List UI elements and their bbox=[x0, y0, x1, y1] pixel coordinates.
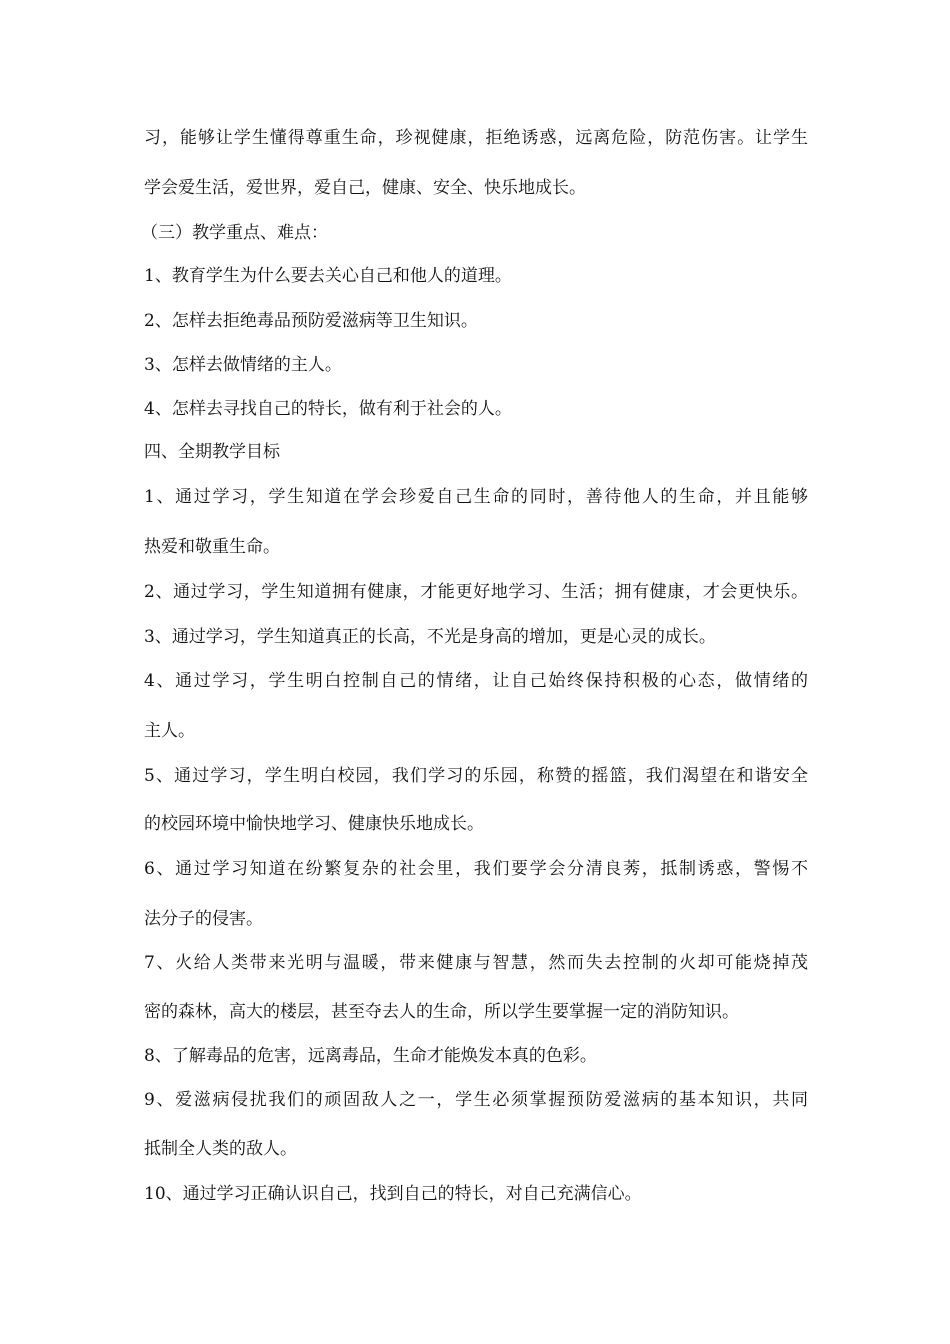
list-item: 2、通过学习，学生知道拥有健康，才能更好地学习、生活；拥有健康，才会更快乐。 bbox=[144, 582, 808, 602]
list-item: 6、通过学习知道在纷繁复杂的社会里，我们要学会分清良莠，抵制诱惑，警惕不 bbox=[144, 859, 808, 879]
list-item: 4、通过学习，学生明白控制自己的情绪，让自己始终保持积极的心态，做情绪的 bbox=[144, 671, 808, 691]
text-line: 热爱和敬重生命。 bbox=[144, 537, 280, 557]
text-line: 法分子的侵害。 bbox=[144, 909, 263, 929]
list-item: 2、怎样去拒绝毒品预防爱滋病等卫生知识。 bbox=[144, 311, 478, 331]
text-line: 学会爱生活，爱世界，爱自己，健康、安全、快乐地成长。 bbox=[144, 178, 586, 198]
list-item: 8、了解毒品的危害，远离毒品，生命才能焕发本真的色彩。 bbox=[144, 1046, 597, 1066]
text-line: 的校园环境中愉快地学习、健康快乐地成长。 bbox=[144, 814, 484, 834]
list-item: 5、通过学习，学生明白校园，我们学习的乐园，称赞的摇篮，我们渴望在和谐安全 bbox=[144, 766, 808, 786]
list-item: 3、怎样去做情绪的主人。 bbox=[144, 355, 342, 375]
text-line: 密的森林，高大的楼层，甚至夺去人的生命，所以学生要掌握一定的消防知识。 bbox=[144, 1002, 739, 1022]
list-item: 1、教育学生为什么要去关心自己和他人的道理。 bbox=[144, 266, 512, 286]
section-heading: 四、全期教学目标 bbox=[144, 442, 280, 462]
section-heading: （三）教学重点、难点： bbox=[141, 223, 328, 243]
list-item: 9、爱滋病侵扰我们的顽固敌人之一，学生必须掌握预防爱滋病的基本知识，共同 bbox=[144, 1090, 808, 1110]
list-item: 1、通过学习，学生知道在学会珍爱自己生命的同时，善待他人的生命，并且能够 bbox=[144, 487, 808, 507]
list-item: 7、火给人类带来光明与温暖，带来健康与智慧，然而失去控制的火却可能烧掉茂 bbox=[144, 953, 808, 973]
list-item: 10、通过学习正确认识自己，找到自己的特长，对自己充满信心。 bbox=[144, 1184, 642, 1204]
list-item: 3、通过学习，学生知道真正的长高，不光是身高的增加，更是心灵的成长。 bbox=[144, 627, 716, 647]
list-item: 4、怎样去寻找自己的特长，做有利于社会的人。 bbox=[144, 399, 512, 419]
text-line: 主人。 bbox=[144, 721, 195, 741]
text-line: 习，能够让学生懂得尊重生命，珍视健康，拒绝诱惑，远离危险，防范伤害。让学生 bbox=[144, 128, 808, 148]
text-line: 抵制全人类的敌人。 bbox=[144, 1139, 297, 1159]
